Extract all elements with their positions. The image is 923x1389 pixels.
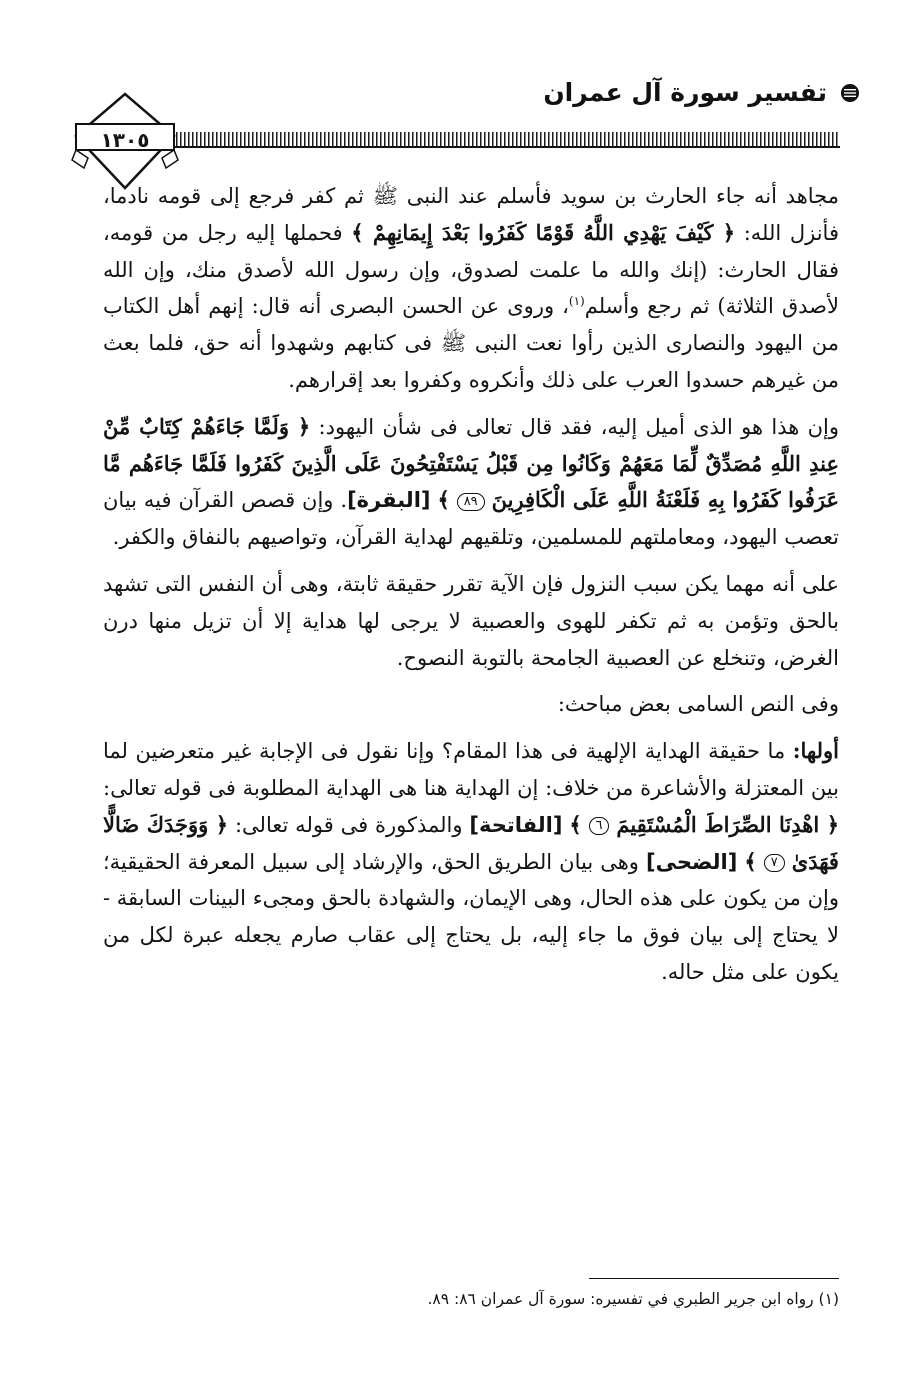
footnote-divider <box>589 1278 839 1279</box>
quran-verse: ﴿ كَيْفَ يَهْدِي اللَّهُ قَوْمًا كَفَرُوا بَعْدَ إِيمَانِهِمْ ﴾ <box>351 219 736 245</box>
paragraph-2 <box>103 409 839 556</box>
ayah-number: ٦ <box>589 817 610 835</box>
surah-name: [الضحى] <box>645 849 738 874</box>
header-rule <box>160 132 840 148</box>
running-title <box>543 78 861 107</box>
paragraph-5 <box>103 733 839 991</box>
paragraph-text: مجاهد أنه جاء الحارث بن سويد فأسلم عند النبى ﷺ ثم كفر فرجع إلى قومه نادما، فأنزل الله: <box>103 184 839 245</box>
paragraph-1 <box>103 178 839 399</box>
ornament-icon <box>839 82 861 104</box>
paragraph-text: . وإن قصص القرآن فيه بيان تعصب اليهود، ومعاملتهم للمسلمين، وتلقيهم لهداية القرآن، وتواصيهم بالنفاق والكفر. <box>103 488 839 550</box>
ayah-number: ٧ <box>764 854 785 872</box>
paragraph-text: ، وروى عن الحسن البصرى أنه قال: إنهم أهل الكتاب من اليهود والنصارى الذين رأوا نعت النبى ﷺ فى كتابهم وشهدوا أنه حق، فلما بعث من غيرهم حسدوا العرب على ذلك وأنكروه وكفروا بعد إقرارهم. <box>103 294 839 392</box>
surah-name: [البقرة] <box>347 488 431 513</box>
page-header <box>0 60 923 180</box>
footnote-ref: (١) <box>568 294 585 309</box>
quran-bracket: ﴾ <box>569 811 582 837</box>
quran-bracket: ﴾ <box>744 848 757 874</box>
surah-name: [الفاتحة] <box>469 812 563 837</box>
quran-verse: ﴿ وَلَمَّا جَاءَهُمْ كِتَابٌ مِّنْ عِندِ اللَّهِ مُصَدِّقٌ لِّمَا مَعَهُمْ وَكَانُوا مِن قَبْلُ يَسْتَفْتِحُونَ عَلَى الَّذِينَ كَفَرُوا فَلَمَّا جَاءَهُم مَّا عَرَفُوا كَفَرُوا بِهِ فَلَعْنَةُ اللَّهِ عَلَى الْكَافِرِينَ <box>103 413 839 513</box>
paragraph-text: فحملها إليه رجل من قومه، فقال الحارث: (إنك والله ما علمت لصدوق، وإن رسول الله لأصدق منك، وإن الله لأصدق الثلاثة) ثم رجع وأسلم <box>103 220 839 319</box>
section-lead: أولها: <box>792 738 839 764</box>
body-text <box>103 178 839 991</box>
quran-verse: ﴿ اهْدِنَا الصِّرَاطَ الْمُسْتَقِيمَ <box>616 811 839 837</box>
page-number: ١٣٠٥ <box>100 128 150 152</box>
paragraph-text: وإن هذا هو الذى أميل إليه، فقد قال تعالى فى شأن اليهود: <box>310 414 840 439</box>
paragraph-4: وفى النص السامى بعض مباحث: <box>557 692 839 717</box>
paragraph-3: على أنه مهما يكن سبب النزول فإن الآية تقرر حقيقة ثابتة، وهى أن النفس التى تشهد بالحق وتؤمن به ثم تكفر للهوى والعصبية لا يرجى لها هداية إلا أن تزيل منها درن الغرض، وتنخلع عن العصبية الجامحة بالتوبة النصوح. <box>103 571 839 670</box>
ayah-number: ٨٩ <box>457 493 485 511</box>
quran-verse: ﴿ وَوَجَدَكَ ضَالًّا فَهَدَىٰ <box>103 811 839 874</box>
paragraph-text: والمذكورة فى قوله تعالى: <box>228 812 470 837</box>
running-title-text: تفسير سورة آل عمران <box>543 78 827 107</box>
quran-bracket: ﴾ <box>437 487 450 513</box>
footnote: (١) رواه ابن جرير الطبري في تفسيره: سورة آل عمران ٨٦: ٨٩. <box>427 1290 839 1308</box>
paragraph-text: ما حقيقة الهداية الإلهية فى هذا المقام؟ وإنا نقول فى الإجابة غير متعرضين لما بين المعتزلة والأشاعرة من خلاف: إن الهداية هنا هى الهداية المطلوبة فى قوله تعالى: <box>103 739 839 800</box>
paragraph-text: وهى بيان الطريق الحق، والإرشاد إلى سبيل المعرفة الحقيقية؛ وإن من يكون على هذه الحال، وهى الإيمان، والشهادة بالحق ومجىء البينات السابقة - لا يحتاج إلى بيان فوق ما جاء إليه، بل يحتاج إلى عقاب صارم يجعله عبرة لكل من يكون على مثل حاله. <box>103 849 839 984</box>
